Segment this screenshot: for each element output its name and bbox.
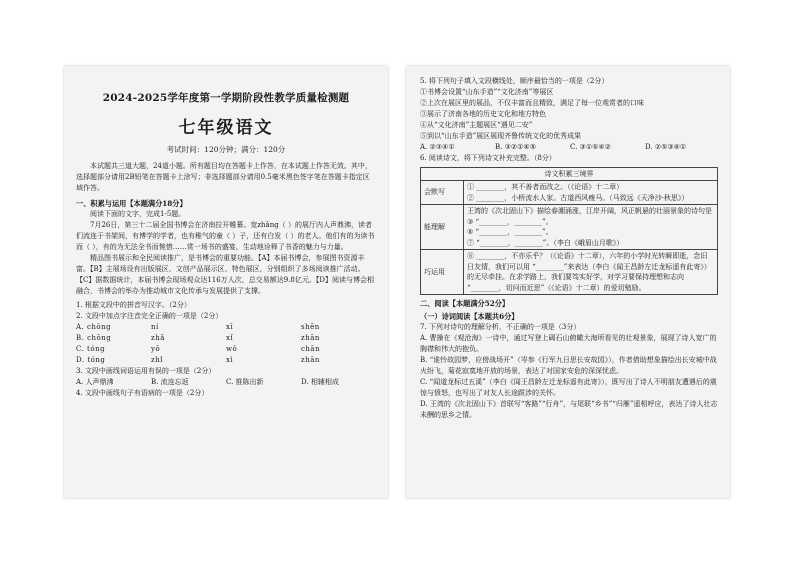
question-7: 7. 下列对诗句的理解分析，不正确的一项是（3分） (420, 323, 581, 331)
q5-item-4: ④从“文化济南”主题展区“遇见二安” (420, 121, 533, 129)
exam-info: 考试时间：120分钟；满分：120分 (166, 145, 286, 154)
q5-item-1: ①书博会设置“山东手造”“文化济南”等展区 (420, 88, 554, 96)
table-row (421, 250, 718, 295)
question-1: 1. 根据文段中的拼音写汉字。（2分） (76, 301, 191, 309)
q7-option-b: B. “谁怜故园梦，应傍战场开”（岑参《行军九日思长安故园》），作者借助想象描绘出长安城中战火纷飞，菊花寂寞地开放的场景，表达了对国家安危的深深忧虑。 (420, 356, 717, 375)
right-page (406, 66, 730, 498)
question-2: 2. 文段中加点字注音完全正确的一项是（2分） (76, 312, 223, 320)
q2-option-b: B. chōng zhǎ xǐ zhān (76, 334, 320, 342)
q5-item-3: ③展示了济南各地的历史文化和地方特色 (420, 110, 546, 118)
row-content: ⑧ ________，不亦乐乎？（《论语》十二章），六年的小学时光转瞬即逝，念旧日友情，我们可以用 “________”来表达（李白《闻王昌龄左迁龙标遥有此寄》）的无尽牵挂。在求学路上，我们要笃实好学，对学习要保持理想和志向 “________，切问而近思”（《论语》十二章）的爱切勉励。 (464, 250, 718, 295)
grade-title: 七年级语文 (178, 118, 274, 138)
q2-option-c: C. tóng yǒ wǒ chān (76, 345, 321, 353)
passage-2: 精品图书展示和全民阅读推广，是书博会的重要功能。【A】本届书博会，参展图书资源丰富。【B】主展场设有出版展区、文创产品展示区、特色展区，分别组织了多场阅读推广活动。【C】据数据统计，本届书博会现场观众达116万人次，总交易额达9.8亿元。【D】阅读与博会相融合，书博会的举办为推动城市文化传承与发展提供了支撑。 (76, 254, 374, 295)
table-header: 诗文积累三境界 (421, 168, 718, 181)
reading-intro: 阅读下面的文字，完成1-5题。 (90, 210, 186, 218)
row-content: 王湾的《次北固山下》描绘春潮涌涨，江岸开阔，风正帆悬的壮丽景象的诗句是 ③ “________，________”。 ⑤ “________，________”。 ⑦ “________，________”。（李白《峨眉山月歌》） (464, 205, 718, 250)
passage-1: 7月26日，第三十二届全国书博会在济南拉开帷幕。宽zhǎng（ ）的展厅内人声鼎沸，读者们流连于书架间，有博学的学者，也有稚气的童（ ）子，还有白发（ ）的老人。他们有的为读书而（ ），有的为无法全书而惋惜……赏一场书的盛宴，生动地诠释了书香的魅力与力量。 (76, 221, 375, 251)
instructions: 本试题共三道大题，24道小题。所有题目均在答题卡上作答，在本试题上作答无效。其中，选择题部分请用2B铅笔在答题卡上涂写；非选择题部分请用0.5毫米黑色签字笔在答题卡指定区域作答。 (76, 162, 372, 192)
q7-option-c: C. “闻道龙标过五溪”（李白《闻王昌龄左迁龙标遥有此寄》），既写出了诗人不明朋友遭遇后的震惊与愤怒，也写出了对友人长途跋涉的关怀。 (420, 378, 717, 397)
question-5: 5. 将下列句子填入文段横线处，顺序最恰当的一项是（2分） (420, 77, 609, 85)
left-page (64, 66, 388, 498)
table-row (421, 205, 718, 250)
q5-options: A. ②③④① B. ③②①④⑤ C. ③①⑤④② D. ②⑤③④① (420, 143, 687, 151)
q7-option-a: A. 曹操在《观沧海》一诗中，通过写登上碣石山俯瞰大海所看见的壮观景象，展现了诗人宽广的胸襟和伟大的抱负。 (420, 334, 717, 353)
row-label: 会默写 (421, 181, 464, 205)
question-3: 3. 文段中画线词语运用有误的一项是（2分） (76, 367, 216, 375)
q3-options: A. 人声鼎沸 B. 流连忘返 C. 推陈出新 D. 相辅相成 (76, 378, 339, 386)
q5-item-2: ②上次在展区里的展品，不仅丰富而且精致，满足了每一位观赏者的口味 (420, 99, 644, 107)
question-6: 6. 阅读诗文，将下列诗文补充完整。（8分） (420, 154, 556, 162)
section-1-heading: 一、积累与运用【本题满分18分】 (76, 199, 187, 208)
subsection-1-heading: （一）诗词阅读【本题共6分】 (420, 312, 519, 321)
exam-title: 2024-2025学年度第一学期阶段性教学质量检测题 (102, 92, 350, 104)
poem-table (420, 167, 718, 295)
section-2-heading: 二、阅读【本题满分52分】 (420, 299, 510, 308)
q7-option-d: D. 王湾的《次北固山下》首联写“客路”“行舟”，与尾联“乡书”“归雁”遥相呼应，表达了诗人壮志未酬的思乡之情。 (420, 400, 718, 419)
row-label: 巧运用 (421, 250, 464, 295)
table-row (421, 181, 718, 205)
q2-option-a: A. chōng ní xī shēn (76, 323, 320, 331)
q2-option-d: D. tóng zhǐ xì zhān (76, 356, 320, 364)
q5-item-5: ⑤到以“山东手造”展区展现齐鲁传统文化的优秀成果 (420, 132, 582, 140)
row-label: 能理解 (421, 205, 464, 250)
question-4: 4. 文段中画线句子有语病的一项是（2分） (76, 389, 209, 397)
row-content: ① ________，其不善者而改之。（《论语》十二章） ② ________，小桥流水人家。古道西风瘦马。（马致远《天净沙·秋思》） (464, 181, 718, 205)
